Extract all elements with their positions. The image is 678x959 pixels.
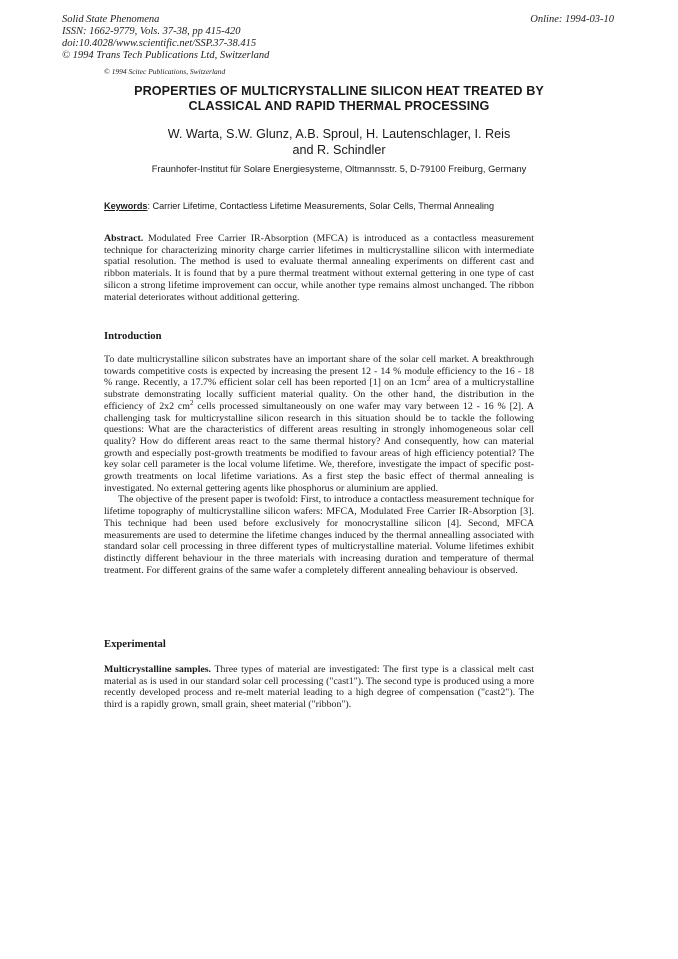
experimental-heading: Experimental	[104, 639, 166, 650]
introduction-body	[104, 354, 534, 576]
paper-title	[80, 84, 598, 114]
journal-header	[62, 14, 462, 62]
experimental-lead: Multicrystalline samples.	[104, 664, 212, 675]
author-list	[90, 126, 588, 158]
abstract	[104, 233, 534, 303]
title-line-2: CLASSICAL AND RAPID THERMAL PROCESSING	[188, 99, 490, 113]
introduction-paragraph-1	[104, 354, 534, 494]
keywords-label: Keywords	[104, 201, 148, 211]
intro-p1-superscript-2: 2	[189, 398, 194, 407]
publisher-line: © 1994 Trans Tech Publications Ltd, Switzerland	[62, 50, 270, 61]
doi-line[interactable]: doi:10.4028/www.scientific.net/SSP.37-38.415	[62, 38, 257, 49]
intro-p1-part-b: area of a multicrystalline substrate demonstrating locally sufficient material quality. On the other hand, the distribution in the efficiency of 2x2 cm	[104, 377, 534, 412]
introduction-heading: Introduction	[104, 331, 162, 342]
intro-p1-part-c: cells processed simultaneously on one wafer may vary between 12 - 16 % [2]. A challenging task for multicrystalline silicon research in this situation should be to tackle the following questions: What are the characteristics of different areas resulting in strongly inhomogeneous solar cell quality? How do different areas react to the same thermal history? And consequently, how can material growth and especially post-growth treatments be modified to favour areas of high efficiency potential? The key solar cell parameter is the local volume lifetime. We, therefore, investigate the impact of specific post-growth treatments on local lifetime variations. As a first step the basic effect of thermal annealing is investigated. No external gettering agents like phosphorus or aluminium are applied.	[104, 400, 534, 494]
authors-line-1: W. Warta, S.W. Glunz, A.B. Sproul, H. Lautenschlager, I. Reis	[167, 127, 511, 141]
scitec-copyright: © 1994 Scitec Publications, Switzerland	[104, 67, 226, 76]
intro-p1-part-a: To date multicrystalline silicon substrates have an important share of the solar cell market. A breakthrough towards competitive costs is expected by increasing the present 12 - 14 % module efficiency to the 16 - 18 % range. Recently, a 17.7% efficient solar cell has been reported [1] on an 1cm	[104, 354, 534, 389]
abstract-text: Modulated Free Carrier IR-Absorption (MFCA) is introduced as a contactless measurement technique for characterizing minority charge carrier lifetimes in multicrystalline silicon with intermediate spatial resolution. The method is used to evaluate thermal annealing experiments on different cast and ribbon materials. It is found that by a pure thermal treatment without external gettering in one type of cast silicon a strong lifetime improvement can occur, while another type remains almost unchanged. The ribbon material deteriorates without additional gettering.	[104, 233, 534, 303]
affiliation: Fraunhofer-Institut für Solare Energiesysteme, Oltmannsstr. 5, D-79100 Freiburg, Germany	[151, 164, 527, 174]
introduction-paragraph-2: The objective of the present paper is twofold: First, to introduce a contactless measurement technique for lifetime topography of multicrystalline silicon wafers: MFCA, Modulated Free Carrier IR-Absorption [3]. This technique had been used before exclusively for monocrystalline silicon [4]. Second, MFCA measurements are used to determine the lifetime changes induced by the thermal annealling associated with standard solar cell processing in three different types of multicrystalline material. Volume lifetimes exhibit distinctly different behaviour in the three materials with increasing duration and temperature of thermal treatment. For different grains of the same wafer a completely different annealing behaviour is observed.	[104, 494, 534, 576]
issn-line: ISSN: 1662-9779, Vols. 37-38, pp 415-420	[62, 26, 241, 37]
keywords	[104, 201, 534, 212]
intro-p1-superscript-1: 2	[426, 375, 431, 384]
abstract-label: Abstract.	[104, 233, 144, 244]
online-date: Online: 1994-03-10	[530, 14, 614, 25]
experimental-body	[104, 664, 534, 711]
keywords-list: : Carrier Lifetime, Contactless Lifetime Measurements, Solar Cells, Thermal Annealing	[147, 201, 495, 211]
title-line-1: PROPERTIES OF MULTICRYSTALLINE SILICON HEAT TREATED BY	[134, 84, 544, 98]
experimental-text: Three types of material are investigated: The first type is a classical melt cast material as is used in our standard solar cell processing ("cast1"). The second type is produced using a more recently developed process and re-melt material leading to a high degree of compensation ("cast2"). The third is a rapidly grown, small grain, sheet material ("ribbon").	[104, 664, 534, 711]
journal-name: Solid State Phenomena	[62, 14, 160, 25]
authors-line-2: and R. Schindler	[292, 143, 386, 157]
